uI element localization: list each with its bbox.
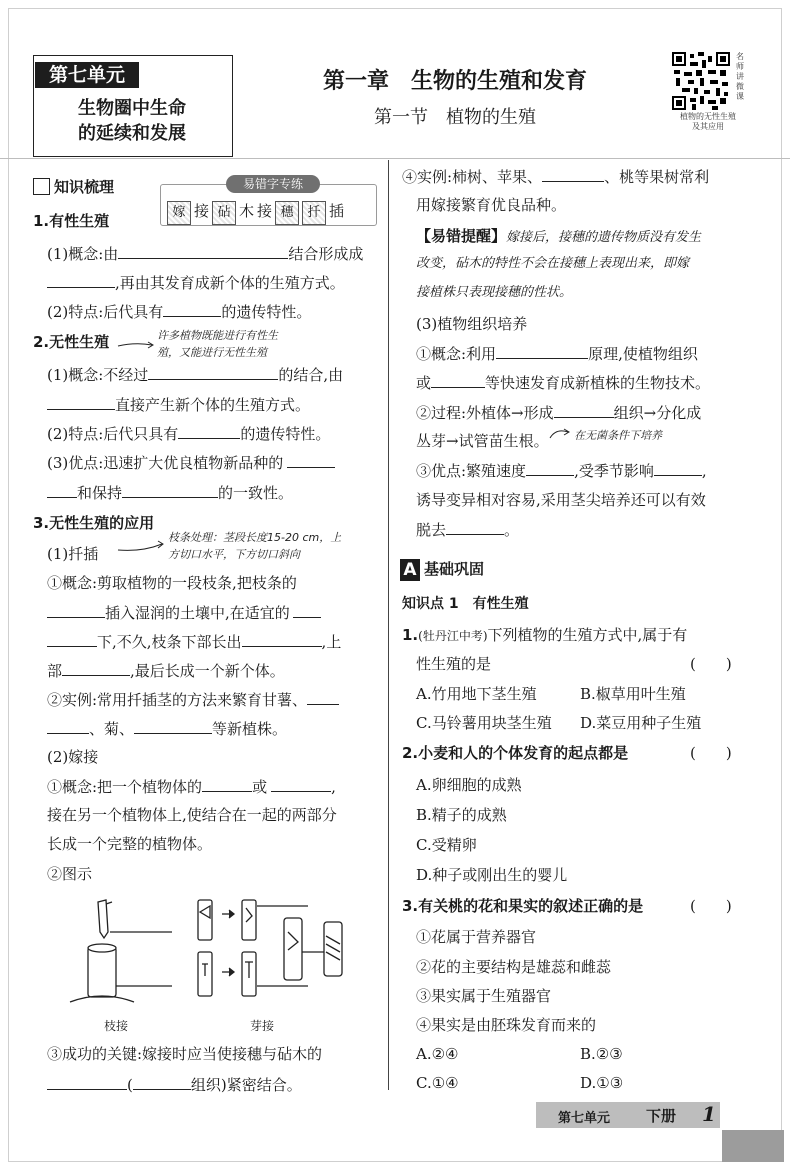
section-title: 第一节 植物的生殖	[374, 107, 536, 128]
text: ②实例:常用扦插茎的方法来繁育甘薯、	[47, 691, 308, 709]
line-asexual-trait	[47, 423, 330, 444]
yicuo-title: 易错字专练	[226, 175, 320, 193]
blank[interactable]	[293, 602, 321, 618]
blank[interactable]	[163, 301, 221, 317]
qr-side-label: 名师讲微课	[736, 52, 744, 101]
note-asexual-2: 殖，又能进行无性生殖	[157, 346, 267, 359]
option-b[interactable]: B.②③	[580, 1045, 623, 1063]
blank[interactable]	[271, 776, 331, 792]
question-source: (牡丹江中考)	[418, 629, 488, 643]
option-b[interactable]: B.椒草用叶生殖	[580, 685, 686, 703]
error-tip-line2: 改变，砧木的特性不会在接穗上表现出来，即嫁	[416, 256, 690, 271]
arrow-icon	[116, 340, 156, 350]
blank[interactable]	[47, 482, 77, 498]
line-cutting-concept-3	[47, 631, 341, 652]
grafting-diagram	[62, 892, 352, 1012]
line-tissue-merit	[416, 460, 707, 481]
line-tissue-concept	[416, 343, 698, 364]
text: 或	[252, 778, 268, 796]
line-asexual-concept-2	[47, 394, 310, 415]
line-grafting-example	[402, 166, 709, 187]
text: ③优点:繁殖速度	[416, 462, 527, 480]
yicuo-chars	[167, 201, 344, 225]
note-asexual-1: 许多植物既能进行有性生	[157, 329, 278, 342]
blank[interactable]	[287, 452, 335, 468]
blank[interactable]	[47, 602, 105, 618]
sub-grafting: (2)嫁接	[47, 748, 99, 766]
text: 原理,使植物组织	[588, 345, 698, 363]
statement-3: ③果实属于生殖器官	[416, 987, 552, 1005]
basic-section-header: 基础巩固	[424, 560, 485, 578]
text: ,	[331, 778, 336, 796]
text: (	[127, 1076, 133, 1094]
qr-code-icon[interactable]	[672, 52, 730, 110]
blank[interactable]	[307, 689, 339, 705]
blank[interactable]	[134, 718, 212, 734]
text: 脱去	[416, 521, 447, 539]
line-tissue-concept-2	[416, 372, 710, 393]
blank[interactable]	[542, 166, 604, 182]
text: 嫁接后，接穗的遗传物质没有发生	[506, 230, 702, 245]
line-cutting-concept: ①概念:剪取植物的一段枝条,把枝条的	[47, 574, 297, 592]
sub-cutting: (1)扦插	[47, 545, 99, 563]
text: ①概念:利用	[416, 345, 497, 363]
yicuo-char: 接	[194, 202, 210, 220]
footer-tab	[722, 1130, 784, 1162]
header-divider	[0, 158, 790, 159]
statement-2: ②花的主要结构是雄蕊和雌蕊	[416, 958, 612, 976]
line-asexual-concept	[47, 364, 343, 385]
line-cutting-concept-4	[47, 660, 285, 681]
blank[interactable]	[178, 423, 240, 439]
text: 插入湿润的土壤中,在适宜的	[105, 604, 290, 622]
error-tip-label: 【易错提醒】	[416, 227, 507, 245]
line-asexual-merit-2	[47, 482, 293, 503]
blank[interactable]	[496, 343, 588, 359]
text: 的遗传特性。	[221, 303, 312, 321]
blank[interactable]	[202, 776, 252, 792]
text: (3)优点:迅速扩大优良植物新品种的	[47, 454, 284, 472]
chapter-title: 第一章 生物的生殖和发育	[322, 69, 587, 94]
line-sexual-concept	[47, 243, 363, 264]
text: ①概念:把一个植物体的	[47, 778, 203, 796]
qr-caption-line1: 植物的无性生殖	[680, 112, 736, 121]
footer-unit: 第七单元	[558, 1111, 611, 1126]
page-number: 1	[702, 1102, 716, 1126]
question-number: 1.	[402, 626, 419, 644]
figure-label-branch: 枝接	[104, 1019, 129, 1033]
yicuo-char: 插	[329, 202, 345, 220]
option-a[interactable]: A.卵细胞的成熟	[416, 776, 522, 794]
line-asexual-merit	[47, 452, 335, 473]
note-cutting-2: 方切口水平，下方切口斜向	[168, 548, 300, 561]
error-tip-line3: 接植株只表现接穗的性状。	[416, 285, 573, 300]
blank[interactable]	[62, 660, 130, 676]
blank[interactable]	[118, 243, 288, 259]
text: ②过程:外植体→形成	[416, 404, 554, 422]
option-a[interactable]: A.竹用地下茎生殖	[416, 685, 537, 703]
line-cutting-example	[47, 689, 339, 710]
figure-label-bud: 芽接	[250, 1019, 275, 1033]
yicuo-char: 扦	[302, 201, 326, 225]
yicuo-char: 接	[257, 202, 273, 220]
qr-caption-line2: 及其应用	[692, 122, 724, 131]
option-d[interactable]: D.种子或刚出生的婴儿	[416, 866, 568, 884]
option-d[interactable]: D.①③	[580, 1074, 624, 1092]
statement-4: ④果实是由胚珠发育而来的	[416, 1016, 597, 1034]
line-sexual-trait	[47, 301, 311, 322]
text: ,受季节影响	[574, 462, 654, 480]
text: (1)概念:由	[47, 245, 119, 263]
question-1	[402, 625, 687, 646]
line-grafting-concept	[47, 776, 336, 797]
qr-caption	[668, 112, 748, 132]
text: 直接产生新个体的生殖方式。	[115, 396, 311, 414]
line-tissue-merit-3	[416, 519, 519, 540]
text: 结合形成成	[288, 245, 364, 263]
note-cutting-1: 枝条处理：茎段长度15-20 cm，上	[168, 531, 342, 544]
line-tissue-process-2: 丛芽→试管苗生根。	[416, 432, 549, 450]
blank[interactable]	[242, 631, 322, 647]
footer-volume: 下册	[646, 1107, 677, 1125]
statement-1: ①花属于营养器官	[416, 928, 537, 946]
blank[interactable]	[133, 1074, 191, 1090]
heading-sexual: 1.有性生殖	[33, 212, 110, 230]
blank[interactable]	[47, 631, 97, 647]
unit-subtitle-line2: 的延续和发展	[78, 123, 186, 144]
option-c[interactable]: C.马铃薯用块茎生殖	[416, 714, 552, 732]
text: 的结合,由	[278, 366, 344, 384]
question-1-cont: 性生殖的是	[416, 655, 492, 673]
text: 的遗传特性。	[240, 425, 331, 443]
blank[interactable]	[554, 402, 614, 418]
blank[interactable]	[431, 372, 485, 388]
text: ,上	[321, 633, 342, 651]
line-grafting-key-2	[47, 1074, 302, 1095]
knowledge-point-1: 知识点 1 有性生殖	[402, 596, 529, 612]
blank[interactable]	[47, 1074, 127, 1090]
note-sterile: 在无菌条件下培养	[574, 429, 662, 442]
text: 、桃等果树常利	[604, 168, 710, 186]
question-3: 3.有关桃的花和果实的叙述正确的是	[402, 897, 644, 915]
line-grafting-example-2: 用嫁接繁育优良品种。	[416, 196, 567, 214]
text: (1)概念:不经过	[47, 366, 149, 384]
blank[interactable]	[148, 364, 278, 380]
text: (2)特点:后代只具有	[47, 425, 179, 443]
heading-application: 3.无性生殖的应用	[33, 514, 155, 532]
error-tip-line1	[416, 226, 701, 248]
yicuo-char: 嫁	[167, 201, 191, 225]
line-grafting-figure-label: ②图示	[47, 865, 93, 883]
level-a-badge: A	[400, 559, 420, 581]
option-d[interactable]: D.菜豆用种子生殖	[580, 714, 702, 732]
sub-tissue-culture: (3)植物组织培养	[416, 315, 528, 333]
text: 、菊、	[89, 720, 135, 738]
unit-tag: 第七单元	[35, 62, 139, 88]
option-c[interactable]: C.①④	[416, 1074, 459, 1092]
question-2: 2.小麦和人的个体发育的起点都是	[402, 744, 629, 762]
option-b[interactable]: B.精子的成熟	[416, 806, 507, 824]
blank[interactable]	[47, 394, 115, 410]
checklist-icon	[33, 178, 50, 195]
option-a[interactable]: A.②④	[416, 1045, 459, 1063]
line-tissue-process	[416, 402, 701, 423]
text: 下,不久,枝条下部长出	[97, 633, 242, 651]
line-grafting-concept-3: 长成一个完整的植物体。	[47, 835, 213, 853]
blank[interactable]	[47, 718, 89, 734]
line-grafting-key: ③成功的关键:嫁接时应当使接穗与砧木的	[47, 1045, 323, 1063]
line-sexual-concept-2	[47, 272, 345, 293]
arrow-icon	[548, 426, 572, 440]
text: 的一致性。	[218, 484, 294, 502]
text: 等快速发育成新植株的生物技术。	[485, 374, 711, 392]
text: 组织)紧密结合。	[190, 1076, 302, 1094]
answer-paren[interactable]: ( )	[690, 744, 732, 762]
text: 。	[504, 521, 520, 539]
unit-subtitle	[52, 96, 212, 146]
text: ,再由其发育成新个体的生殖方式。	[115, 274, 345, 292]
column-divider	[388, 160, 389, 1090]
text: 部	[47, 662, 63, 680]
blank[interactable]	[446, 519, 504, 535]
text: 等新植株。	[212, 720, 288, 738]
blank[interactable]	[47, 272, 115, 288]
heading-asexual: 2.无性生殖	[33, 333, 110, 351]
text: ,	[701, 462, 707, 480]
text: 和保持	[77, 484, 123, 502]
line-cutting-concept-2	[47, 602, 321, 623]
footer-bar	[536, 1102, 720, 1128]
text: ④实例:柿树、苹果、	[402, 168, 543, 186]
answer-paren[interactable]: ( )	[690, 897, 732, 915]
unit-subtitle-line1: 生物圈中生命	[78, 98, 186, 119]
yicuo-char: 穗	[275, 201, 299, 225]
line-tissue-merit-2: 诱导变异相对容易,采用茎尖培养还可以有效	[416, 491, 706, 509]
blank[interactable]	[122, 482, 218, 498]
line-grafting-concept-2: 接在另一个植物体上,使结合在一起的两部分	[47, 806, 337, 824]
knowledge-section-header	[33, 177, 114, 197]
answer-paren[interactable]: ( )	[690, 655, 732, 673]
option-c[interactable]: C.受精卵	[416, 836, 477, 854]
text: 下列植物的生殖方式中,属于有	[487, 626, 688, 644]
arrow-icon	[116, 540, 168, 554]
yicuo-char: 砧	[212, 201, 236, 225]
text: 或	[416, 374, 432, 392]
blank[interactable]	[654, 460, 702, 476]
line-cutting-example-2	[47, 718, 287, 739]
knowledge-section-label: 知识梳理	[54, 178, 115, 196]
text: 组织→分化成	[613, 404, 702, 422]
blank[interactable]	[526, 460, 574, 476]
text: (2)特点:后代具有	[47, 303, 164, 321]
yicuo-char: 木	[239, 202, 255, 220]
text: ,最后长成一个新个体。	[130, 662, 285, 680]
